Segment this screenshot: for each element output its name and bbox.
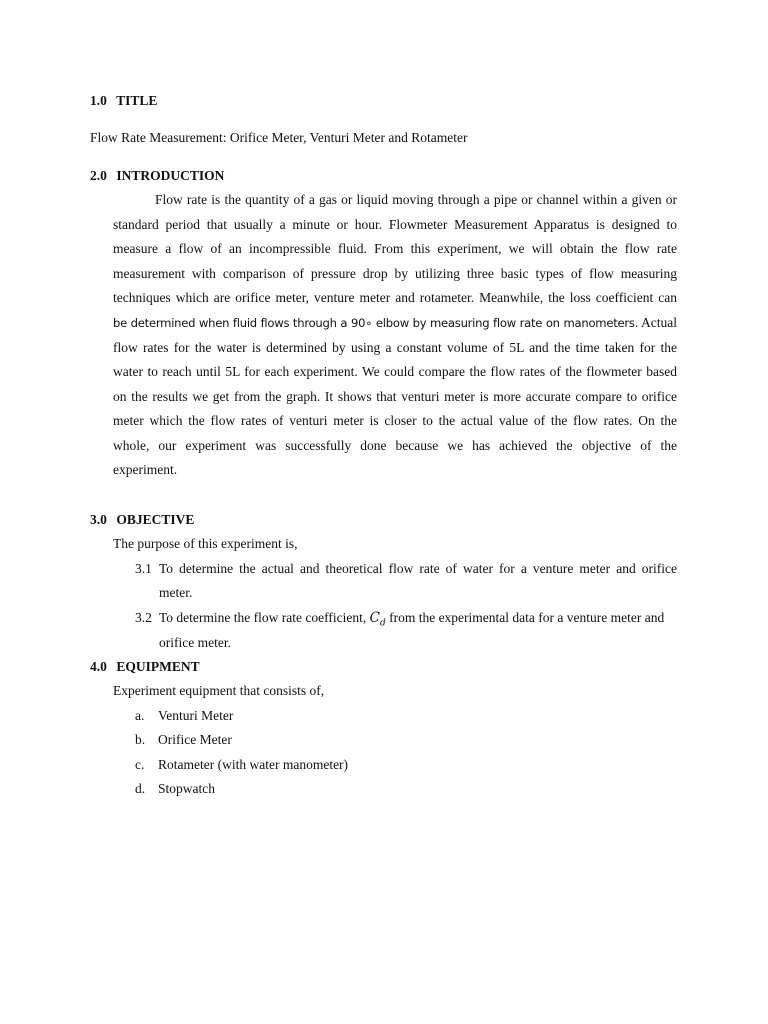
objective-intro: The purpose of this experiment is, [113,536,298,551]
objective-item [135,561,677,577]
equipment-text: Venturi Meter [158,708,234,723]
equipment-text: Orifice Meter [158,732,232,747]
equipment-label: c. [135,757,145,772]
intro-line: meter which the flow rates of venturi meter is closer to the actual value of the flow rates. On the [113,413,677,428]
equipment-item [135,708,233,724]
section-heading-objective [90,512,194,528]
equipment-text: Rotameter (with water manometer) [158,757,349,772]
equipment-intro: Experiment equipment that consists of, [113,683,325,698]
section-heading-text: INTRODUCTION [116,168,225,183]
cd-symbol [369,610,386,629]
intro-line-segment: Actual [638,315,677,330]
objective-text: To determine the flow rate coefficient, [159,610,370,625]
section-number: 1.0 [90,93,107,108]
cd-symbol-base: C [369,610,380,626]
cd-symbol-subscript: d [379,618,386,629]
equipment-text: Stopwatch [158,781,215,796]
intro-line: Flow rate is the quantity of a gas or liquid moving through a pipe or channel within a given or [155,192,677,207]
section-heading-text: EQUIPMENT [116,659,200,674]
section-number: 3.0 [90,512,107,527]
intro-line: measure a flow of an incompressible fluid. From this experiment, we will obtain the flow rate [113,241,677,256]
objective-text: from the experimental data for a venture meter and [385,610,665,625]
title-text: Flow Rate Measurement: Orifice Meter, Venturi Meter and Rotameter [90,130,468,145]
equipment-label: a. [135,708,145,723]
equipment-label: b. [135,732,146,747]
equipment-item [135,757,348,773]
section-number: 4.0 [90,659,107,674]
equipment-item [135,781,215,797]
section-number: 2.0 [90,168,107,183]
objective-marker: 3.2 [135,610,152,625]
intro-line: measurement with comparison of pressure drop by utilizing three basic types of flow measuring [113,266,677,281]
section-heading-title [90,93,157,109]
objective-marker: 3.1 [135,561,152,576]
intro-line: standard period that usually a minute or hour. Flowmeter Measurement Apparatus is designed to [113,217,677,232]
intro-line [113,315,677,331]
intro-line: techniques which are orifice meter, venture meter and rotameter. Meanwhile, the loss coefficient can [113,290,677,305]
intro-line: water to reach until 5L for each experiment. We could compare the flow rates of the flowmeter based [113,364,677,379]
section-heading-equipment [90,659,200,675]
section-heading-introduction [90,168,224,184]
intro-line: flow rates for the water is determined by using a constant volume of 5L and the time taken for the [113,340,677,355]
section-heading-text: TITLE [116,93,158,108]
intro-line-segment: be determined when fluid flows through a 90∘ elbow by measuring flow rate on manometers. [113,316,639,330]
section-heading-text: OBJECTIVE [116,512,195,527]
objective-text: To determine the actual and theoretical flow rate of water for a venture meter and orifice [159,561,677,576]
intro-line: on the results we get from the graph. It shows that venturi meter is more accurate compare to orifice [113,389,677,404]
equipment-item [135,732,232,748]
objective-item-continuation: meter. [159,585,193,600]
objective-item-continuation: orifice meter. [159,635,231,650]
equipment-label: d. [135,781,146,796]
objective-item [135,610,664,629]
intro-line: experiment. [113,462,178,477]
intro-line: whole, our experiment was successfully done because we has achieved the objective of the [113,438,677,453]
